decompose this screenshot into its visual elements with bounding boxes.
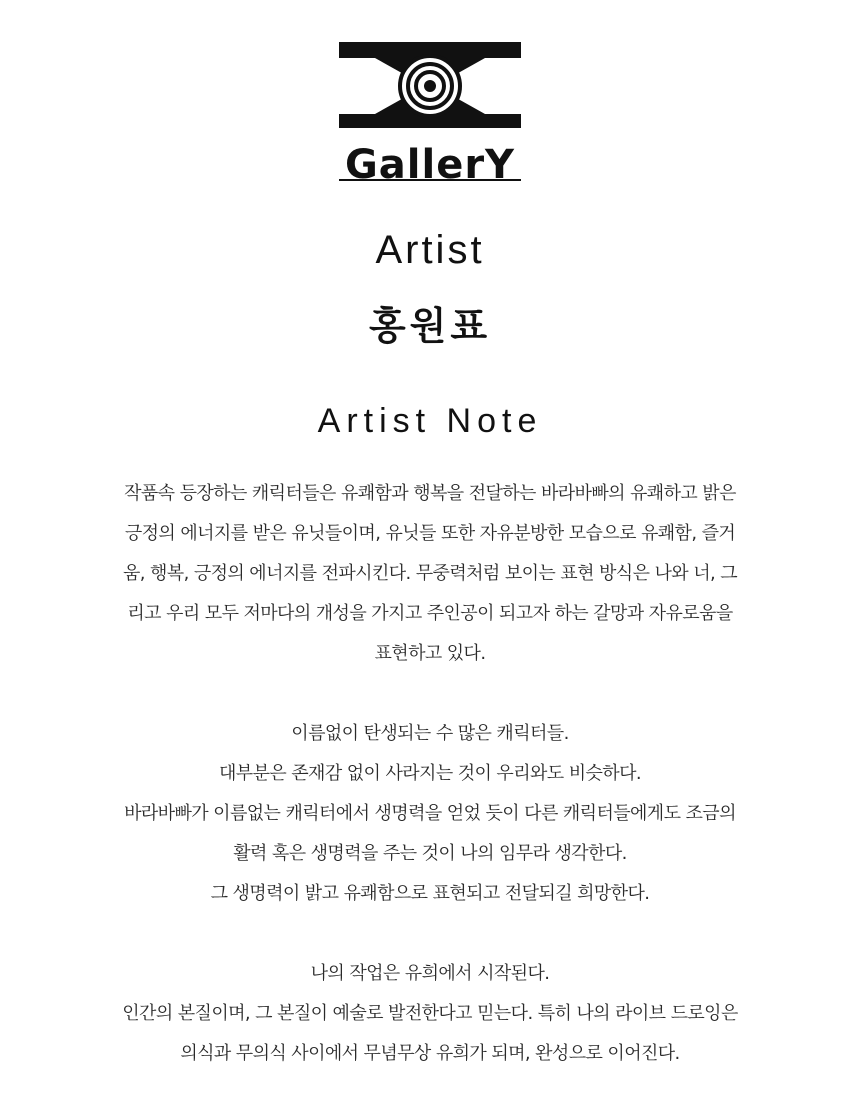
note-line: 표현하고 있다. [374,643,486,664]
note-line: 활력 혹은 생명력을 주는 것이 나의 임무라 생각한다. [233,843,627,864]
paragraph-spacer [70,914,790,954]
artist-note-body [70,474,790,1074]
note-line: 나의 작업은 유희에서 시작된다. [310,963,550,984]
gallery-logo-text: GallerY [344,142,516,184]
artist-name: 홍원표 [368,304,492,348]
note-line: 인간의 본질이며, 그 본질이 예술로 발전한다고 믿는다. 특히 나의 라이브 드로잉은 [122,1003,738,1024]
gallery-logo[interactable] [335,38,525,184]
note-line: 그 생명력이 밝고 유쾌함으로 표현되고 전달되길 희망한다. [210,883,650,904]
note-line: 대부분은 존재감 없이 사라지는 것이 우리와도 비슷하다. [219,763,641,784]
paragraph-spacer [70,674,790,714]
note-line: 움, 행복, 긍정의 에너지를 전파시킨다. 무중력처럼 보이는 표현 방식은 나와 너, 그 [122,563,738,584]
note-line: 바라바빠가 이름없는 캐릭터에서 생명력을 얻었 듯이 다른 캐릭터들에게도 조금의 [124,803,736,824]
note-line: 이름없이 탄생되는 수 많은 캐릭터들. [291,723,569,744]
note-line: 의식과 무의식 사이에서 무념무상 유희가 되며, 완성으로 이어진다. [180,1043,680,1064]
gallery-logo-icon [335,38,525,184]
note-line: 긍정의 에너지를 받은 유닛들이며, 유닛들 또한 자유분방한 모습으로 유쾌함, 즐거 [124,523,736,544]
note-line: 리고 우리 모두 저마다의 개성을 가지고 주인공이 되고자 하는 갈망과 자유로움을 [127,603,733,624]
artist-note-title: Artist Note [317,402,543,440]
artist-label: Artist [375,228,485,272]
note-line: 작품속 등장하는 캐릭터들은 유쾌함과 행복을 전달하는 바라바빠의 유쾌하고 밝은 [124,483,736,504]
